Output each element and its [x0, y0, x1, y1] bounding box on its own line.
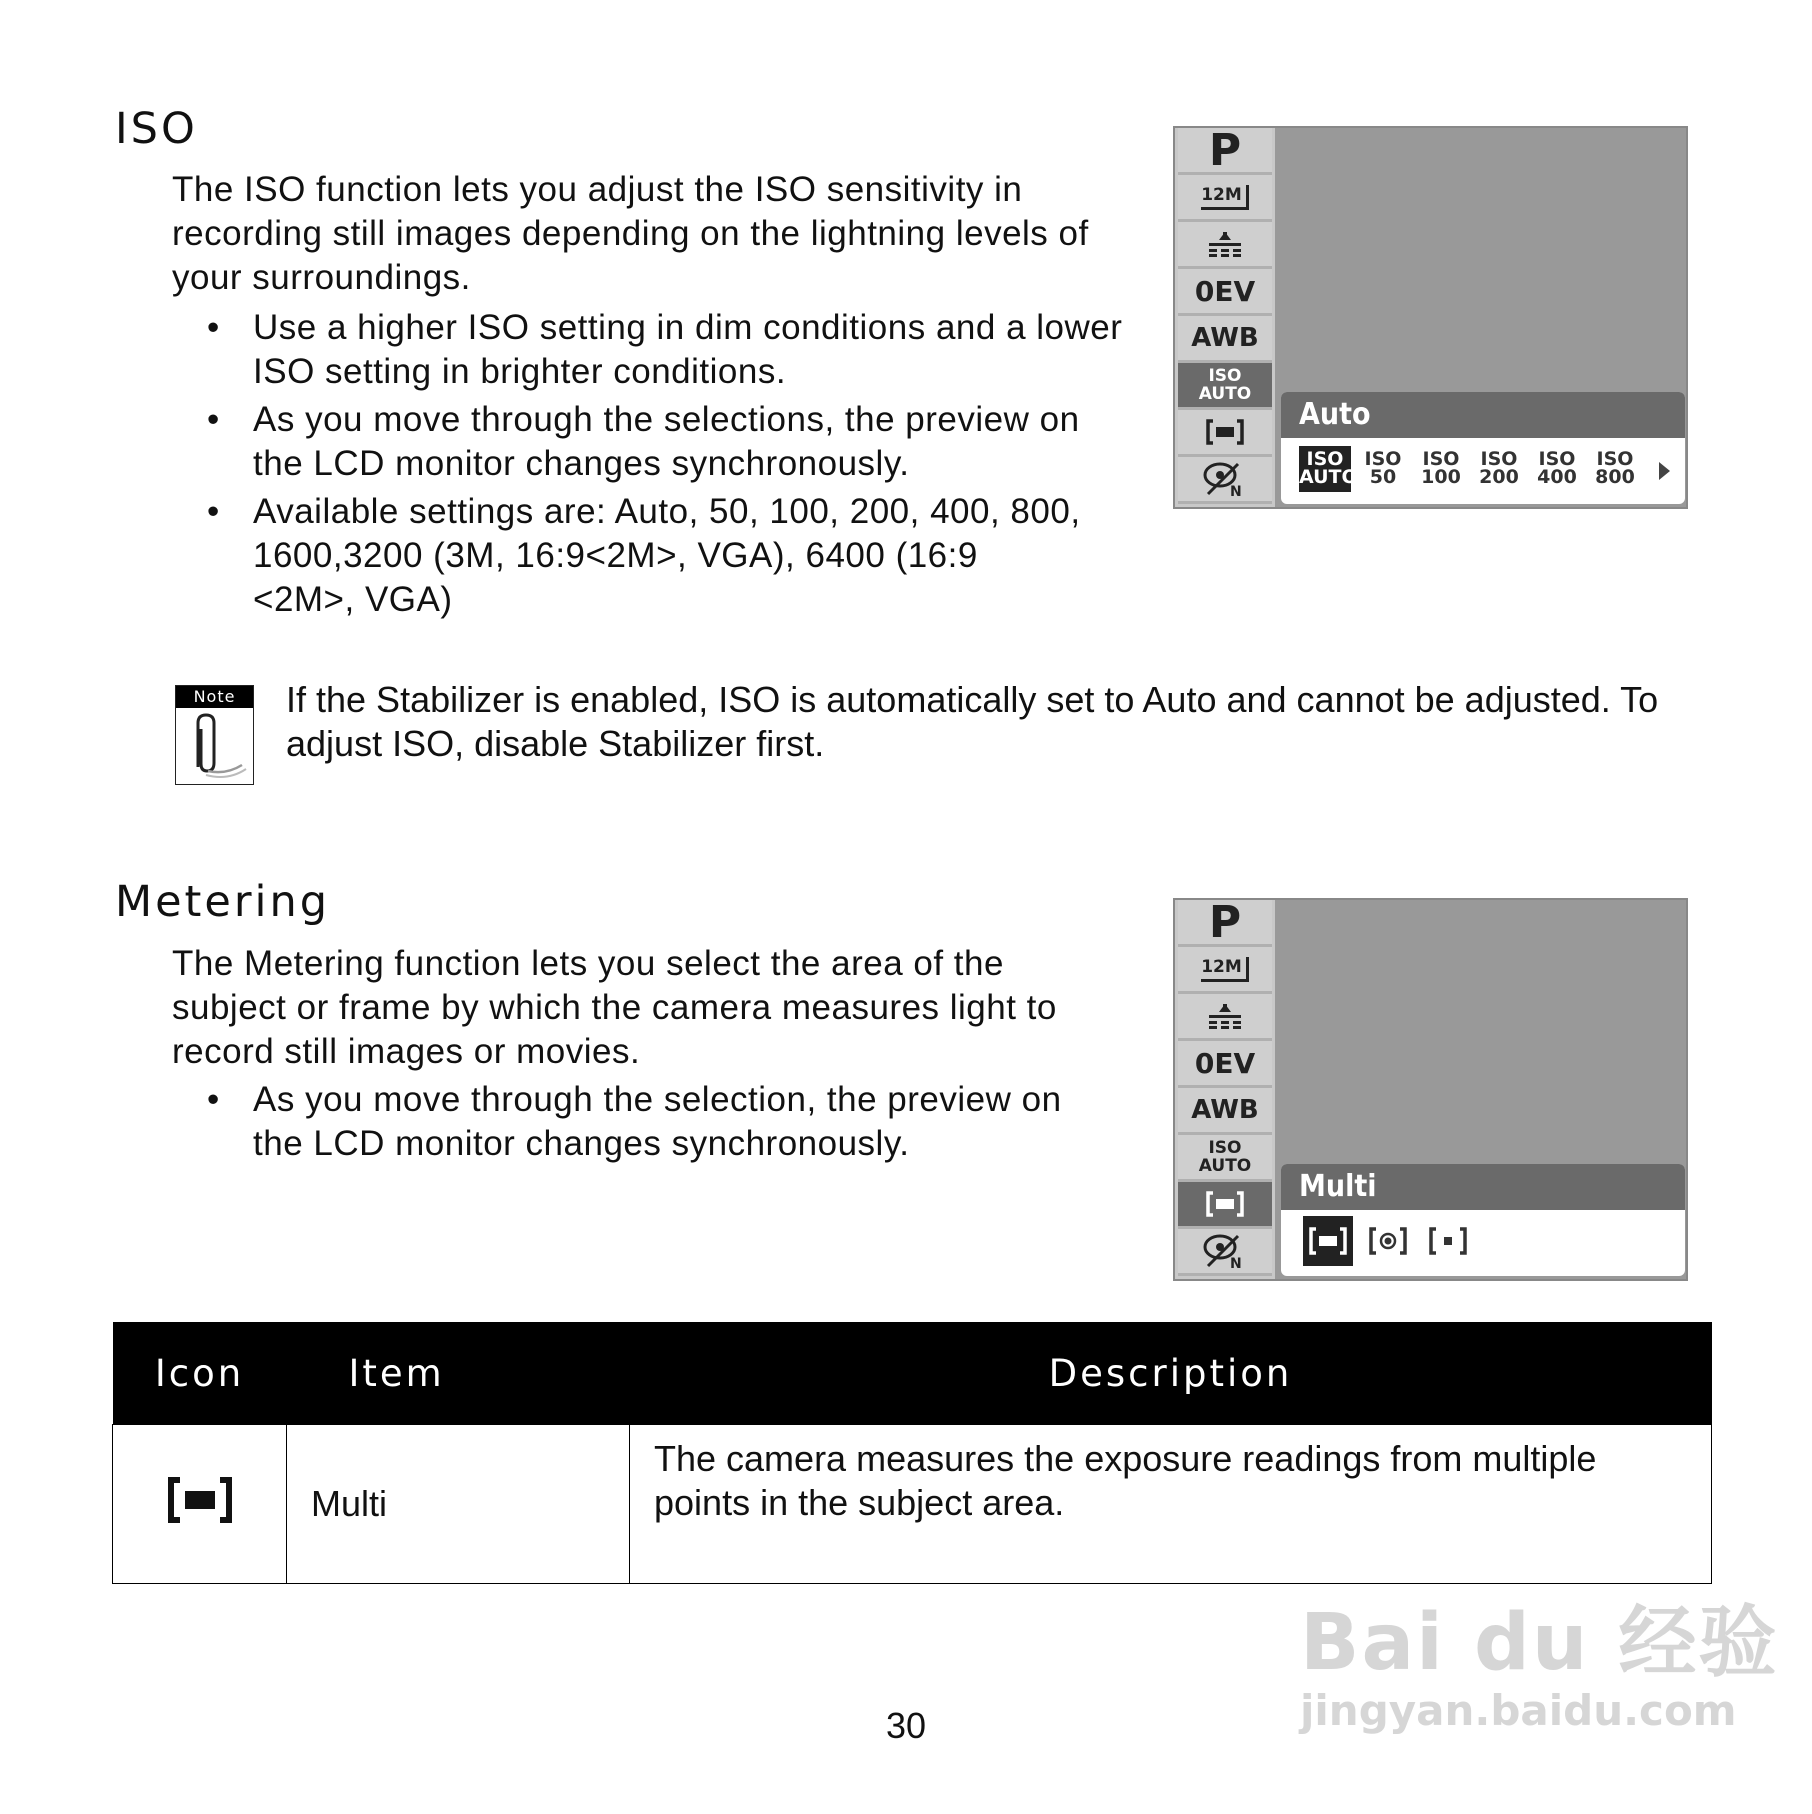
iso-auto-icon — [1178, 1135, 1272, 1182]
metering-multi-icon — [166, 1476, 234, 1524]
iso-camera-screen — [1173, 126, 1688, 509]
metering-table — [112, 1322, 1712, 1584]
note-icon — [175, 685, 254, 785]
metering-camera-screen — [1173, 898, 1688, 1281]
page-number: 30 — [885, 1705, 927, 1746]
baidu-watermark-logo: Bai du 经验 — [1300, 1598, 1779, 1688]
resolution-icon — [1178, 947, 1272, 994]
quality-icon — [1178, 222, 1272, 269]
face-detect-icon — [1178, 1229, 1272, 1276]
bullet-line: Use a higher ISO setting in dim conditions and a lower — [253, 308, 1123, 347]
bullet-line: <2M>, VGA) — [253, 580, 453, 619]
metering-intro-line: subject or frame by which the camera measures light to — [172, 988, 1057, 1027]
resolution-label: 12M — [1201, 185, 1249, 210]
row-description-cell — [630, 1425, 1712, 1584]
svg-text:N: N — [1230, 484, 1242, 498]
description-line: The camera measures the exposure readings from multiple — [654, 1438, 1597, 1479]
metering-bullet-1 — [207, 1078, 1062, 1166]
exposure-icon: 0EV — [1178, 269, 1272, 316]
bullet-dot: • — [207, 308, 220, 347]
bullet-dot: • — [207, 400, 220, 439]
metering-multi-icon — [1178, 410, 1272, 457]
iso-panel-title: Auto — [1281, 392, 1685, 438]
table-row — [113, 1425, 1712, 1584]
table-header-row — [113, 1322, 1712, 1425]
bullet-line: ISO setting in brighter conditions. — [253, 352, 787, 391]
iso-intro — [172, 168, 1092, 300]
note-line: adjust ISO, disable Stabilizer first. — [286, 723, 825, 764]
metering-heading: Metering — [115, 877, 331, 927]
iso-option-800[interactable]: ISO 800 — [1595, 448, 1635, 488]
bullet-dot: • — [207, 492, 220, 531]
program-mode-icon: P — [1178, 900, 1272, 947]
metering-intro-line: The Metering function lets you select the area of the — [172, 944, 1004, 983]
metering-multi-icon — [1178, 1182, 1272, 1229]
metering-option-multi[interactable] — [1303, 1216, 1353, 1266]
metering-options-list — [1281, 1210, 1685, 1272]
note-text — [286, 678, 1658, 766]
white-balance-icon: AWB — [1178, 316, 1272, 363]
metering-intro-line: record still images or movies. — [172, 1032, 641, 1071]
iso-option-100[interactable]: ISO 100 — [1421, 448, 1461, 488]
header-item: Item — [287, 1322, 630, 1425]
exposure-icon: 0EV — [1178, 1041, 1272, 1088]
iso-auto-label: ISO AUTO — [1198, 1138, 1252, 1176]
quality-icon — [1178, 994, 1272, 1041]
metering-intro — [172, 942, 1092, 1074]
iso-intro-line: The ISO function lets you adjust the ISO sensitivity in — [172, 170, 1023, 209]
bullet-line: the LCD monitor changes synchronously. — [253, 444, 910, 483]
metering-panel-title: Multi — [1281, 1164, 1685, 1210]
camera-side-menu — [1175, 896, 1275, 1279]
iso-option-200[interactable]: ISO 200 — [1479, 448, 1519, 488]
iso-intro-line: recording still images depending on the lightning levels of — [172, 214, 1089, 253]
metering-option-spot[interactable] — [1423, 1216, 1473, 1266]
iso-option-50[interactable]: ISO 50 — [1364, 448, 1402, 488]
iso-options-panel — [1281, 392, 1685, 504]
bullet-line: the LCD monitor changes synchronously. — [253, 1124, 910, 1163]
iso-option-auto[interactable]: ISO AUTO — [1299, 446, 1351, 492]
note-label: Note — [176, 686, 253, 708]
iso-auto-icon — [1178, 363, 1272, 410]
iso-bullet-2 — [207, 398, 1080, 486]
bullet-line: Available settings are: Auto, 50, 100, 200, 400, 800, — [253, 492, 1081, 531]
baidu-watermark-url: jingyan.baidu.com — [1300, 1686, 1737, 1735]
iso-options-list — [1281, 438, 1685, 500]
white-balance-icon: AWB — [1178, 1088, 1272, 1135]
metering-options-panel — [1281, 1164, 1685, 1276]
header-description: Description — [630, 1322, 1712, 1425]
iso-bullet-3 — [207, 490, 1081, 622]
header-icon: Icon — [113, 1322, 287, 1425]
row-icon-cell — [113, 1425, 287, 1584]
iso-intro-line: your surroundings. — [172, 258, 471, 297]
bullet-line: As you move through the selection, the preview on — [253, 1080, 1062, 1119]
iso-heading: ISO — [115, 104, 198, 154]
svg-text:N: N — [1230, 1256, 1242, 1270]
next-arrow-icon[interactable] — [1659, 462, 1670, 480]
bullet-dot: • — [207, 1080, 220, 1119]
iso-auto-label: ISO AUTO — [1198, 366, 1252, 404]
bullet-line: 1600,3200 (3M, 16:9<2M>, VGA), 6400 (16:9 — [253, 536, 978, 575]
program-mode-icon: P — [1178, 128, 1272, 175]
bullet-line: As you move through the selections, the preview on — [253, 400, 1080, 439]
description-line: points in the subject area. — [654, 1482, 1065, 1523]
resolution-icon — [1178, 175, 1272, 222]
iso-option-400[interactable]: ISO 400 — [1537, 448, 1577, 488]
iso-bullet-1 — [207, 306, 1123, 394]
paperclip-icon — [176, 709, 252, 783]
note-line: If the Stabilizer is enabled, ISO is automatically set to Auto and cannot be adjusted. To — [286, 679, 1659, 720]
metering-option-center[interactable] — [1363, 1216, 1413, 1266]
face-detect-icon — [1178, 457, 1272, 504]
camera-side-menu — [1175, 124, 1275, 507]
row-item-cell: Multi — [287, 1425, 630, 1584]
resolution-label: 12M — [1201, 957, 1249, 982]
